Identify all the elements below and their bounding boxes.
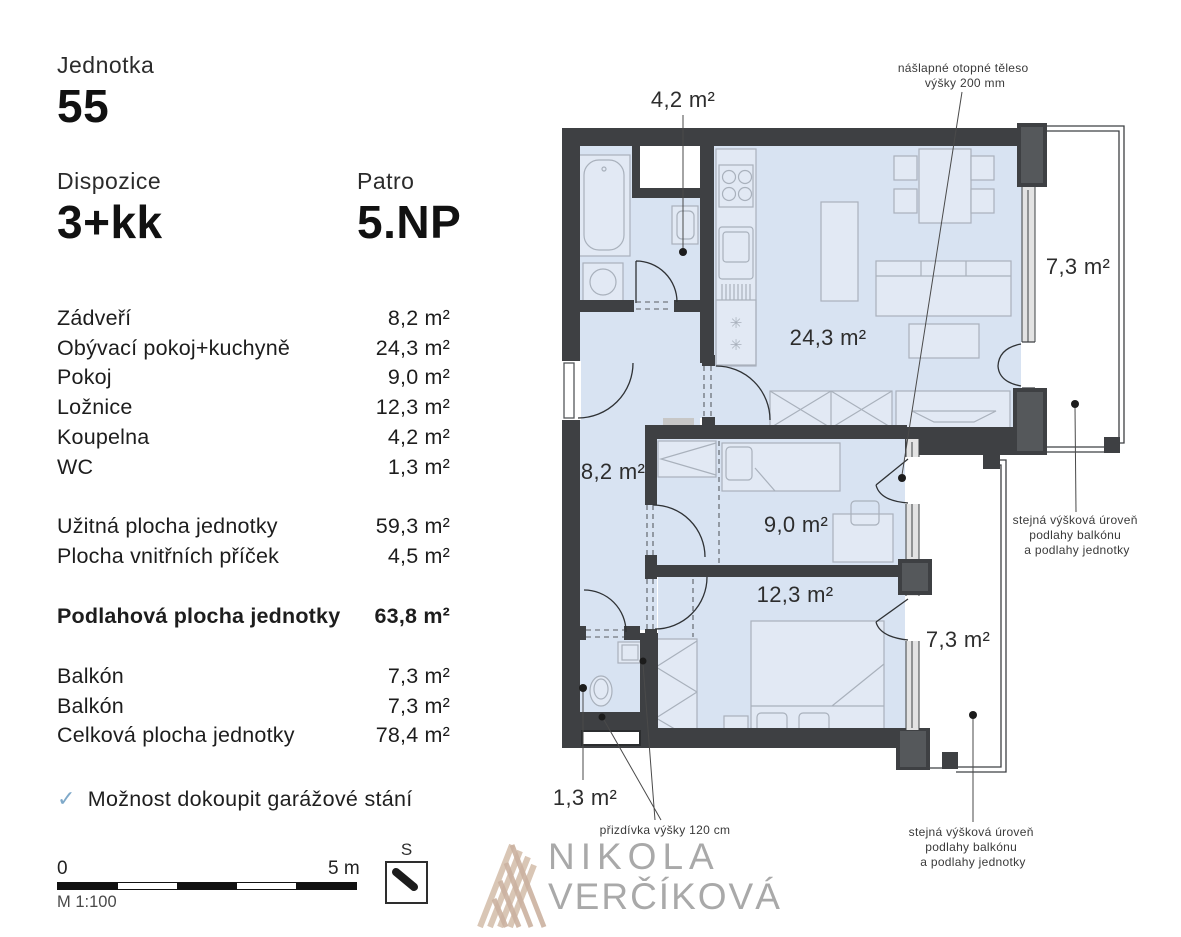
total-row xyxy=(57,602,450,632)
summary-area: 4,5 m² xyxy=(387,543,450,568)
total-list xyxy=(57,602,450,632)
garage-note xyxy=(57,786,413,812)
wall-accent xyxy=(1017,392,1043,451)
wall-wc-bottom xyxy=(575,712,658,728)
leader-dot xyxy=(579,684,587,692)
leader-dot xyxy=(898,474,906,482)
area-label-pokoj: 9,0 m² xyxy=(763,512,829,537)
room-area: 12,3 m² xyxy=(375,395,450,420)
annotation-line: nášlapné otopné těleso xyxy=(897,61,1029,75)
summary-name: Užitná plocha jednotky xyxy=(57,514,278,538)
room-area: 8,2 m² xyxy=(387,306,450,330)
leader-dot xyxy=(679,248,687,256)
annotation-line: stejná výšková úroveň xyxy=(1012,513,1138,527)
wall-pokoj-loznice xyxy=(645,565,910,577)
room-list xyxy=(57,304,450,482)
balcony-top-outline-inner xyxy=(1047,131,1119,438)
room-row xyxy=(57,363,450,393)
check-icon: ✓ xyxy=(57,786,76,811)
wall-shaft xyxy=(632,188,704,198)
dining-table xyxy=(919,149,971,223)
balcony-row xyxy=(57,721,450,751)
floorplan-drawing xyxy=(540,55,1181,905)
wall-wc-top xyxy=(576,626,586,640)
door-mat xyxy=(663,418,694,426)
annotation-line: a podlahy jednotky xyxy=(1024,543,1130,557)
leader-level-top xyxy=(1075,407,1076,512)
balcony-door-gap xyxy=(905,596,920,641)
area-label-obyvaci: 24,3 m² xyxy=(789,325,867,350)
watermark-name-line1: NIKOLA xyxy=(548,836,720,877)
wall-bath-kitchen xyxy=(700,128,714,312)
annotation-wall-note: přizdívka výšky 120 cm xyxy=(599,823,731,837)
room-name: Koupelna xyxy=(57,424,150,449)
annotation-line: stejná výšková úroveň xyxy=(908,825,1034,839)
watermark-name-line2: VERČÍKOVÁ xyxy=(548,876,782,917)
area-label-koupelna: 4,2 m² xyxy=(650,87,716,112)
freezer-mark: ✳ xyxy=(729,337,743,354)
wall-accent xyxy=(1021,127,1043,183)
patro-block xyxy=(357,168,461,249)
room-area: 4,2 m² xyxy=(387,424,450,449)
balcony-area: 78,4 m² xyxy=(375,723,450,748)
dispozice-value: 3+kk xyxy=(57,196,163,248)
door-post xyxy=(645,569,657,579)
annotation-level-top xyxy=(1013,513,1142,557)
desk xyxy=(833,514,893,562)
leader-dot xyxy=(1071,400,1079,408)
balcony-top-outline xyxy=(1047,126,1124,443)
wall-hall-pokoj xyxy=(645,439,657,503)
pokoj-wardrobe xyxy=(658,441,716,477)
kitchen-island xyxy=(821,202,858,301)
summary-name: Plocha vnitřních příček xyxy=(57,543,280,568)
room-row xyxy=(57,453,450,483)
garage-note-text: Možnost dokoupit garážové stání xyxy=(87,786,413,811)
balcony-bottom-outline-inner xyxy=(956,465,1001,767)
balcony-area: 7,3 m² xyxy=(387,693,450,718)
room-area: 24,3 m² xyxy=(375,335,450,360)
chair xyxy=(971,156,994,180)
room-name: Obývací pokoj+kuchyně xyxy=(57,335,291,360)
dispozice-block xyxy=(57,168,163,249)
room-row xyxy=(57,304,450,334)
chair xyxy=(894,156,917,180)
annotation-level-bottom xyxy=(909,825,1038,869)
wall-bath-bottom xyxy=(674,300,714,312)
shaft xyxy=(640,146,700,190)
balcony-post xyxy=(983,455,1000,469)
scale-ratio: M 1:100 xyxy=(57,893,117,911)
scale-segment xyxy=(118,883,178,889)
room-row xyxy=(57,393,450,423)
freezer-mark: ✳ xyxy=(729,315,743,332)
annotation-heating xyxy=(898,61,1032,90)
wall-bath-bottom xyxy=(580,300,634,312)
patro-value: 5.NP xyxy=(357,196,462,248)
compass-label: S xyxy=(400,840,413,859)
summary-row xyxy=(57,542,450,572)
balcony-name: Balkón xyxy=(57,664,124,688)
scale-segment xyxy=(177,883,237,889)
summary-list xyxy=(57,512,450,571)
balcony-row xyxy=(57,662,450,692)
balcony-door-gap xyxy=(1021,342,1036,388)
wall-accent xyxy=(900,731,926,767)
wall-top xyxy=(562,128,1022,146)
balcony-list xyxy=(57,662,450,751)
room-area: 9,0 m² xyxy=(387,365,450,390)
area-label-wc: 1,3 m² xyxy=(552,785,618,810)
dispozice-label: Dispozice xyxy=(57,168,162,194)
door-post xyxy=(702,355,715,366)
balcony-area: 7,3 m² xyxy=(387,664,450,688)
wall-left xyxy=(562,128,580,748)
pokoj-bed xyxy=(722,443,840,491)
area-label-loznice: 12,3 m² xyxy=(756,582,834,607)
loznice-bed xyxy=(751,621,884,743)
scale-segment xyxy=(58,883,118,889)
room-name: WC xyxy=(57,454,94,479)
annotation-line: výšky 200 mm xyxy=(924,76,1006,90)
total-area: 63,8 m² xyxy=(374,604,450,628)
room-name: Pokoj xyxy=(57,365,112,390)
area-label-balkon-dolni: 7,3 m² xyxy=(925,627,991,652)
toilet xyxy=(590,676,612,706)
balcony-name: Celková plocha jednotky xyxy=(57,723,295,748)
north-compass-icon xyxy=(385,861,428,904)
scale-bar xyxy=(57,882,357,890)
floor-doorgap xyxy=(645,503,657,557)
annotation-line: podlahy balkónu xyxy=(925,840,1018,854)
total-name: Podlahová plocha jednotky xyxy=(57,604,341,628)
balcony-bottom-outline xyxy=(956,460,1006,772)
area-label-balkon-horni: 7,3 m² xyxy=(1045,254,1111,279)
room-area: 1,3 m² xyxy=(387,454,450,479)
unit-label: Jednotka xyxy=(57,52,155,78)
chair xyxy=(894,189,917,213)
scale-segment xyxy=(296,883,356,889)
unit-block xyxy=(57,52,154,133)
sofa xyxy=(876,261,1011,316)
room-name: Ložnice xyxy=(57,395,133,420)
balcony-name: Balkón xyxy=(57,693,124,718)
balcony-post xyxy=(942,752,958,769)
bathtub xyxy=(578,155,630,256)
room-name: Zádveří xyxy=(57,306,132,330)
chair xyxy=(971,189,994,213)
balcony-door-gap xyxy=(905,457,920,504)
area-label-zadveri: 8,2 m² xyxy=(580,459,646,484)
patro-label: Patro xyxy=(357,168,415,194)
coffee-table xyxy=(909,324,979,358)
scale-end: 5 m xyxy=(328,858,360,879)
unit-number: 55 xyxy=(57,80,110,132)
leader-dot xyxy=(969,711,977,719)
room-row xyxy=(57,423,450,453)
annotation-line: a podlahy jednotky xyxy=(920,855,1026,869)
balcony-post xyxy=(1104,437,1120,453)
wall-pokoj-top xyxy=(645,425,907,439)
logo-icon xyxy=(476,839,548,934)
floor-doorgap xyxy=(700,363,714,418)
door-post xyxy=(645,495,657,505)
entry-door-leaf xyxy=(564,363,574,418)
annotation-line: podlahy balkónu xyxy=(1029,528,1122,542)
room-row xyxy=(57,334,450,364)
leader-dot xyxy=(640,658,647,665)
wall-accent xyxy=(902,563,928,591)
scale-start: 0 xyxy=(57,858,68,879)
balcony-row xyxy=(57,692,450,722)
scale-segment xyxy=(237,883,297,889)
summary-area: 59,3 m² xyxy=(375,514,450,538)
summary-row xyxy=(57,512,450,542)
leader-dot xyxy=(599,714,606,721)
